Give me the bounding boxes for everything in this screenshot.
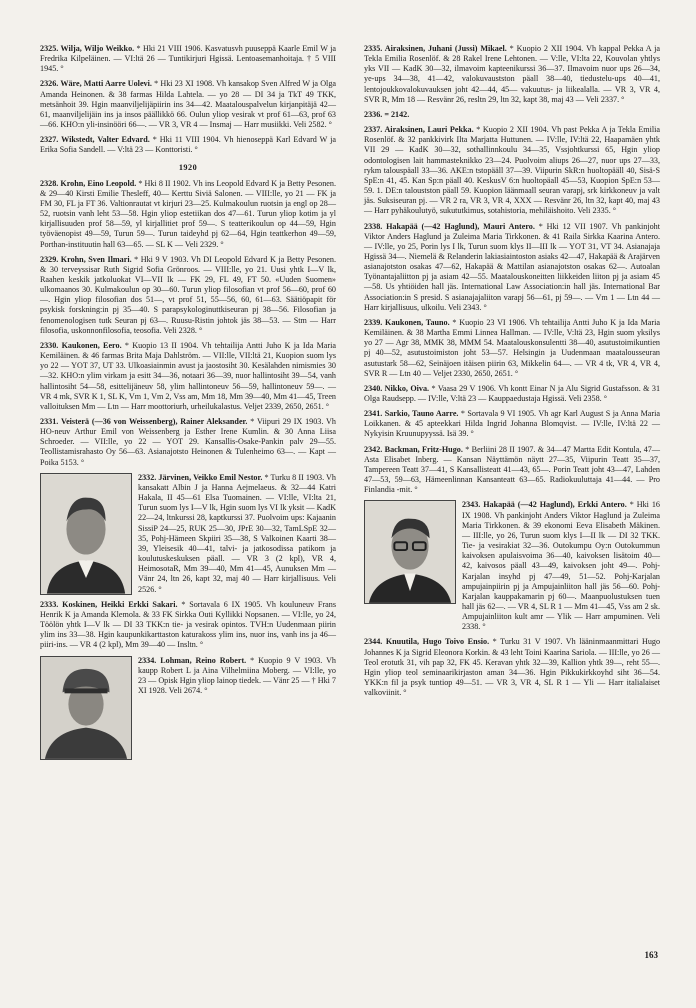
portrait-icon [41,474,131,594]
entry-2342 [364,445,660,496]
entry-2326 [40,79,336,130]
entry-2328 [40,179,336,250]
entry-2325 [40,44,336,74]
entry-2334-with-photo [40,656,336,760]
entry-head: 2344. Knuutila, Hugo Toivo Ensio. [364,637,490,647]
portrait-icon [365,501,455,603]
portrait-photo-jarvinen [40,473,132,595]
columns [40,44,660,765]
entry-2343 [462,500,660,632]
entry-head: 2340. Nikko, Oiva. [364,383,430,393]
entry-2331 [40,417,336,468]
entry-2340 [364,384,660,404]
entry-2344 [364,637,660,698]
entry-2333 [40,600,336,651]
entry-body: * Kuopio 9 V 1903. Vh kaupp Robert L ja Aina Vilhelmiina Moberg. — VI:lle, yo 23 — Opisk Hgin yliop lainop tiedek. — Vänr 25 — † Hki 7 XI 1928. Veli 2674. ° [138,655,336,696]
entry-head: 2325. Wilja, Wiljo Weikko. [40,44,135,53]
entry-body: * Hki 16 IX 1908. Vh pankinjoht Anders Viktor Haglund ja Zuleima Maria Tirkkonen. & 39 ekonomi Eeva Elisabeth Mäkinen. — III:lle, yo 26, Turun suom klys I—II lk — DI 32 TKK. Tie- ja vesirakiat 32—36. Outokumpu Oy:n Outokummun kaivoksen apulaisvoima 36—40, kaivoksen lisätoim 40—42, kaivosos päall 43—49, kaivoksen joht 49—. Pohj-Karjalan insyhd pj 47—49, 51—52. Pohj-Karjalan ampujainpiirin pj ja Ampujainliiton hall jäs 56—60. Pohj-Karjalan kauppakamarin pj 60—. Maanpuolustuksen tuen hall jäs 62—. — VR 4, SL R 1 — Mm 41—45, Vss am 2 sk. Ampujainliiton kult amr — Ylik — Harr ampuminen. Veli 2338. ° [462,500,660,632]
entry-body: * Sortavala 9 VI 1905. Vh agr Karl August S ja Anna Maria Loikkanen. & 45 apteekkari Hilda Ingrid Johanna Blomqvist. — IV:lle, IV:ltä 22 — Nykyisin Kruunupyyssä. Isä 39. ° [364,409,660,439]
entry-2327 [40,135,336,155]
entry-2339 [364,318,660,379]
entry-2336 [364,110,660,120]
page-number: 163 [644,950,658,960]
entry-body: * Vaasa 29 V 1906. Vh kontt Einar N ja Alu Sigrid Gustafsson. & 31 Olga Raudsepp. — IV:lle, V:ltä 23 — Kauppaedustaja Hgissä. Veli 2358. ° [364,383,661,403]
entry-head: 2336. = 2142. [364,109,410,119]
entry-body: * Hki 12 VII 1907. Vh pankinjoht Viktor Anders Haglund ja Zuleima Maria Tirkkonen. & 41 Raila Sirkka Kaarina Antero. — IV:lle, yo 25, Porin lys I lk, Turun suom klys II—III lk — YOT 31, VT 34. Asianajaja Hgissä 34—. Niemelä & Relanderin lakiasiaintoston asiaks 42—47, Hakapää & Arajärven asianajotston osakas 47—62, Hakapää & Mattilan asianajotston osakas 62—. Autoalan Työnantajaliitton pj ja asiam 42—55. Maatalouskoneitten liikkeiden liiton pj ja asiam 45—58. Us yhtiöiden hall jäs. International Law Association:in hall jäs. International Bar Association:in S presid. S asianajajaliiton varapj 56—61, pj 59—. — Vm 1 — Ltn 44 — Harr kirjallisuus, ulkoilu. Veli 2343. ° [364,221,660,312]
entry-body: * Hki 8 II 1902. Vh ins Leopold Edvard K ja Betty Pesonen. & 29—40 Kirsti Emilie Thesleff, 40— Kerttu Siviä Salonen. — VIII:lle, yo 21 — FK ja FM 30, FL ja FT 36. Valtionrautat vt kirjuri 23—25. Kulmakoulun ruotsin ja engl op 28—52, ruotsin vanh leht 53—58. Hgin yliop estetiikan dos 47—61. Turun yliop kotim ja yl kirjallisuuden prof 58—59, yl kirjallitiet prof 59—. S teatterikoulun op 44—59, Hgin työväenopist 49—59, Turun 59—. Turun taideyhd pj 62—64, Hgin teattkerhon 49—59, Porthan-instituutin hall 63—65. — SL K — Veli 2329. ° [40,178,336,249]
portrait-photo-hakapaa [364,500,456,604]
entry-body: * Kuopio 2 XII 1904. Vh kappal Pekka A ja Tekla Emilia Rosenlöf. & 28 Rakel Irene Lehtonen. — V:lle, VI:lta 22, Kouvolan yhtlys yks VII — KadK 30—32, ilmavoim kapteenikurssi 36—37. Ilmavoim nuor ups 26—34, ye-ups 34—38, 41—42, valokuvaustston päall 38—40, tiedustelu-ups 40—41, lentojoukkovalokuvauksen joht 42—44, 45— vakuutus- ja liikealalla. — VR 3, VR 4, SVR R, Mm 18 — Resvänr 26, resltn 29, ltn 32, kapt 38, maj 43 — Veli 2337. ° [364,44,660,104]
entry-head: 2328. Krohn, Eino Leopold. [40,178,137,188]
entry-head: 2330. Kaukonen, Eero. [40,340,122,350]
left-column [40,44,336,765]
entry-head: 2333. Koskinen, Heikki Erkki Sakari. [40,599,178,609]
entry-body: * Hki 21 VIII 1906. Kasvatusvh puuseppä Kaarle Emil W ja Fredrika Kilpeläinen. — VI:ltä 26 — Tuntikirjuri Hgissä. Lentoasemanhoitaja. † 5 VIII 1945. ° [40,44,336,74]
entry-head: 2341. Sarkio, Tauno Aarre. [364,409,459,419]
entry-head: 2332. Järvinen, Veikko Emil Nestor. [138,472,263,482]
entry-head: 2339. Kaukonen, Tauno. [364,317,450,327]
entry-body: * Berliini 28 II 1907. & 34—47 Martta Edit Kontula, 47— Asta Elisabet Inberg. — Kansan Näyttämön näytt 27—35, Viipurin Teatt 35—37, Tampereen Teatt 37—41, S Kansallisteatt 41—43, 65—. Porin Teatt joht 43—47, Lahden 47—53, 59—63, Hämeenlinnan Kansanteatt 63—65. Radiokuuluttaja 41—44. — Pro Finlandia -mit. ° [364,444,660,495]
entry-body: * Hki 23 XI 1908. Vh kansakop Sven Alfred W ja Olga Amanda Heinonen. & 38 farmas Hilda Lahtela. — yo 28 — DI 34 ja TkT 49 TKK, metsänhoit 39. Hgin maanviljelijäpiirin ins 34—42. Maatalouspalvelun kirjanpitäjä 42—61, maanviljelijäin ins ja insos päällikkö 66. Oulun yliop vesirak vt prof 61—63, prof 63—66. KHO:n yli-insinööri 66—. — VR 3, VR 4 — Insmaj — Harr musiikki. Veli 2582. ° [40,79,336,130]
entry-head: 2338. Hakapää (—42 Haglund), Mauri Antero. [364,221,535,231]
entry-head: 2329. Krohn, Sven Ilmari. [40,254,132,264]
entry-body: * Sortavala 6 IX 1905. Vh kouluneuv Frans Henrik K ja Amanda Klemola. & 33 FK Sirkka Outi Kyllikki Nopsanen. — VI:lle, yo 24, Töölön yhtk I—V lk — DI 33 TKK:n tie- ja vesirak opintos. TVH:n Uudenmaan piirin ylim ins 33—38. Hgin kaupunkikarttaston katurakoss ylim ins, nuor ins, vanh ins ja 46— piiri-ins. — VR 4 (2 kpl), Mm 39—40 — Insltn. ° [40,599,336,650]
entry-body: * Kuopio 13 II 1904. Vh tehtailija Antti Juho K ja Ida Maria Kemiläinen. & 46 farmas Brita Maja Dahlström. — VII:lle, VII:ltä 21, Kuopion suom lys yo 22 — YOT 37, UT 33. Ulkoasiainmin avust ja jaostosiht 30. Kesälahden nimismies 30—32. KHO:n ylim virkam ja esitt 34—36, notaari 36—39, nuor hallintosiht 39—54, vanh hallintosiht 54—58, esittelijäneuv 58, ylim hallintoneuv 56—59, hallintoneuv 59—. — VR 4 mk, SVR K 1, SL K, Vm 1, Vm 2, Vss am, Mm 18, Mm 39—40, Mm 41—45, Treen valloituksen Mm — Ltn — Harr moottoriurh, urheilukalastus. Veljet 2339, 2650, 2651. ° [40,340,336,411]
entry-head: 2331. Veisterä (—36 von Weissenberg), Rainer Aleksander. [40,417,248,426]
entry-head: 2326. Wäre, Matti Aarre Uolevi. [40,79,152,89]
entry-2343-with-photo [364,500,660,632]
entry-head: 2335. Airaksinen, Juhani (Jussi) Mikael. [364,44,507,53]
entry-2330 [40,341,336,412]
entry-head: 2342. Backman, Fritz-Hugo. [364,444,463,454]
entry-head: 2334. Lohman, Reino Robert. [138,655,247,665]
entry-2332-with-photo [40,473,336,595]
right-column [364,44,660,765]
entry-head: 2337. Airaksinen, Lauri Pekka. [364,125,474,135]
entry-2334 [138,656,336,760]
entry-2335 [364,44,660,105]
entry-head: 2343. Hakapää (—42 Haglund), Erkki Antero. [462,500,627,510]
portrait-icon [41,657,131,759]
entry-2338 [364,222,660,313]
entry-body: * Turku 31 V 1907. Vh lääninmaanmittari Hugo Johannes K ja Sigrid Eleonora Korkin. & 43 leht Toini Kaarina Sariola. — III:lle, yo 26 — Teol erotutk 31, vih pap 32, FK 45. Keravan yhtk 32—39, Kallion yhtk 39—, reht 55—. Hgin yliop teol seminaarikirjaston aman 34—36. Hgin Pikkukirkkoyhd siht 36—54. YKK:n fil ja psyk tuntiop 49—51. — VR 3, VR 4, SL R 1 — Yli — Harr italialaiset valkoviinit. ° [364,637,661,698]
entry-head: 2327. Wikstedt, Valter Edvard. [40,135,150,145]
entry-body: * Kuopio 23 VI 1906. Vh tehtailija Antti Juho K ja Ida Maria Kemiläinen. & 38 Martha Emmi Linnea Hallman. — IV:lle, V:ltä 23, Hgin suom yksilys yo 27 — Agr 38, MMK 38, MMM 54. Maatalouskonsulentti 38—40, asutustoimikuntien pj 40—52, asutustoimiston joht 53—57. Helsingin ja Uudenmaan maatalousseuran asutustark 58—62, Seinäjoen itäisen piirin 63, Mikkelin 64—. — VR 4 tk, VR 4, VR 4, SVR R — Ltn 40 — Veljet 2330, 2650, 2651. ° [364,317,660,378]
entry-body: * Viipuri 29 IX 1903. Vh HO-neuv Arthur Emil von Weissenberg ja Esther Irene Kumlin. & 30 Anna Liisa Schroeder. — VII:lle, yo 22 — YOT 29. Kansallis-Osake-Pankin palv 29—55. Teollistamisrahasto Oy 56—63. Asianajotsto Heinonen & Tulenheimo 63—. — Kapt — Poika 5153. ° [40,417,336,467]
year-heading: 1920 [178,162,198,172]
entry-body: * Hki 9 V 1903. Vh DI Leopold Edvard K ja Betty Pesonen. & 30 terveyssisar Ruth Sigrid Sofia Grönroos. — VIII:lle, yo 21. Uusi yhtk I—V lk, Raahen keskik jatkoluokat VI—VII lk — FK 29, FL 49, FT 50. «Uuden Suomen» ulkomaanos 30. Kulmakoulun op 30—60. Turun yliop filosofian vt prof 56—60, prof 60—. Hgin yliop filosofian dos 51—, vt prof 51, 55—56, 60, 61—63. Säätiöpapit för psykisk forskning:in pj 35—40. S parapsykologinuttkiseuran pj 38—56. Filosofian ja fenomenologisen tutk Seuran pj 63—. Ruusu-Ristin johtok jäs 38—53. — Stm — Harr filosofia, uskonnonfilosofia, teosofia. Veli 2328. ° [40,254,336,335]
entry-body: * Hki 11 VIII 1904. Vh hienoseppä Karl Edvard W ja Erika Sofia Sandell. — V:ltä 23 — Konttoristi. ° [40,135,336,155]
entry-body: * Turku 8 II 1903. Vh kansakatt Albin J ja Hanna Aejmelaeus. & 32—44 Katri Hakala, II 45—61 Elsa Tuomainen. — VI:lle, VI:lta 21, Turun suom lys I—V lk, Hgin suom lys VI lk yksit — KadK 22—24, ltnkurssi 28, kaptkurssi 37. Puolvoim ups: Kajaanin SissiP 24—25, RUK 25—30, JPrE 30—32, TamLSpE 32—35, Pohj-Hämeen Skpiiri 35—38, S Valkoinen Kaarti 38—39, Yleisesik 40—41, talvi- ja jatkosodissa patikom ja koulutuskeskuksen päall. — VR 3 (2 kpl), VR 4, HeimosotaR, Mm 39—40, Mm 41—45, Aunuksen Mm — Vänr 24, ltn 26, kapt 32, maj 40 — Harr kirjallisuus. Veli 2526. ° [138,472,336,594]
entry-body: * Kuopio 2 XII 1904. Vh past Pekka A ja Tekla Emilia Rosenlöf. & 32 pankkivirk Ilta Marjatta Huttunen. — IV:lle, IV:ltä 22, Haapamäen yhtk VII 29 — KadK 30—32, sothallinnkoulu 34—35, Vssjohtkurssi 65, Hgin yliop odontologisen lait hammasteknikko 23—24. Puolvoim aliups 26—27, nuor ups 27—33, rykm talouspäall 33—36. AKE:n tstopääll 37—39. Viipurin SkR:n huoltopääll 40, Sisä-S SpE:n 41, 45. Kan Sp:n päall 40. KeskusV 6:n huoltopäall 45—53, Kuopion SpE:n 53—59. 1. DE:n taloustston päall 59. Kuopion läänmaall seuran varapj, srk kirkkoneuv ja valt jäs. Suksiseuran pj. — VR 2 ra, VR 3, VR 4, XXX — Resvänr 26, ltn 32, kapt 40, maj 43 — Harr pyhäkoulutyö, sukututkimus, sotahistoria, mehiläishoito. Veli 2335. ° [364,125,661,216]
entry-2329 [40,255,336,336]
entry-2332 [138,473,336,595]
entry-2341 [364,409,660,439]
portrait-photo-lohman [40,656,132,760]
entry-2337 [364,125,660,216]
